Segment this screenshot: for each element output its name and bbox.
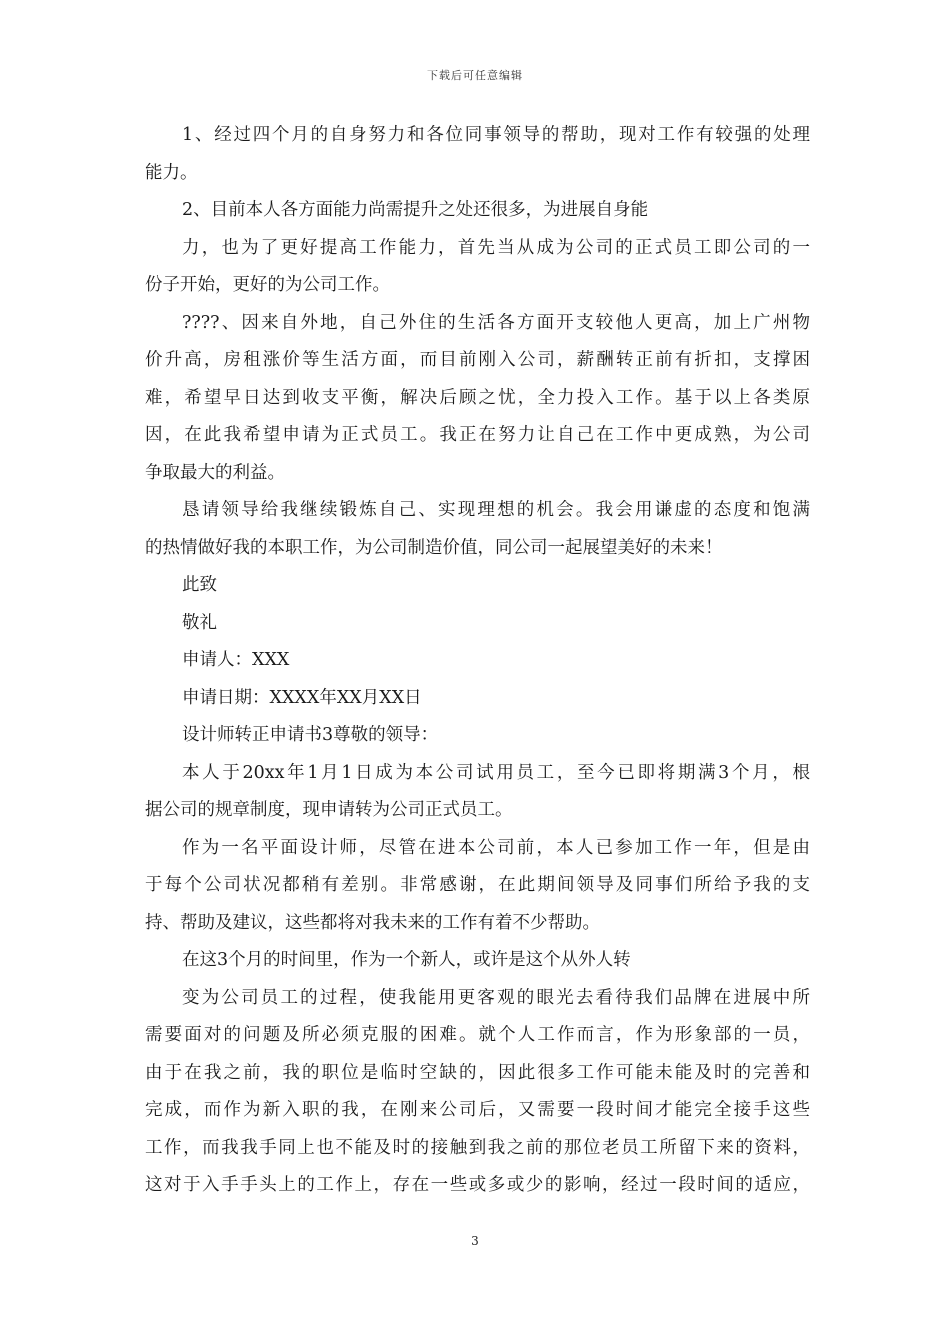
paragraph-line: 据公司的规章制度，现申请转为公司正式员工。 <box>145 800 513 820</box>
paragraph-line: 恳请领导给我继续锻炼自己、实现理想的机会。我会用谦虚的态度和饱满 <box>182 500 810 520</box>
closing-line: 此致 <box>182 575 217 595</box>
paragraph-line: 工作，而我我手同上也不能及时的接触到我之前的那位老员工所留下来的资料， <box>145 1137 810 1158</box>
paragraph-line: 作为一名平面设计师，尽管在进本公司前，本人已参加工作一年，但是由 <box>182 837 810 858</box>
paragraph-line: 需要面对的问题及所必须克服的困难。就个人工作而言，作为形象部的一员， <box>145 1025 810 1045</box>
page-header: 下载后可任意编辑 <box>427 69 523 82</box>
applicant-line: 申请人：XXX <box>182 650 290 670</box>
paragraph-line: 变为公司员工的过程，使我能用更客观的眼光去看待我们品牌在进展中所 <box>182 987 810 1008</box>
paragraph-line: 本人于20xx年1月1日成为本公司试用员工，至今已即将期满3个月，根 <box>182 762 810 783</box>
paragraph-line: ????、因来自外地，自己外住的生活各方面开支较他人更高，加上广州物 <box>182 312 810 333</box>
page-number: 3 <box>471 1234 479 1248</box>
paragraph-line: 力，也为了更好提高工作能力，首先当从成为公司的正式员工即公司的一 <box>182 237 810 258</box>
paragraph-line: 份子开始，更好的为公司工作。 <box>145 275 390 295</box>
paragraph-line: 的热情做好我的本职工作，为公司制造价值，同公司一起展望美好的未来！ <box>145 537 723 558</box>
paragraph-line: 价升高，房租涨价等生活方面，而目前刚入公司，薪酬转正前有折扣，支撑困 <box>145 350 810 370</box>
paragraph-line: 这对于入手手头上的工作上，存在一些或多或少的影响，经过一段时间的适应， <box>145 1175 810 1195</box>
paragraph-line: 争取最大的利益。 <box>145 462 285 483</box>
paragraph-line: 于每个公司状况都稍有差别。非常感谢，在此期间领导及同事们所给予我的支 <box>145 875 810 895</box>
section-heading: 设计师转正申请书3尊敬的领导： <box>182 725 439 745</box>
paragraph-line: 因，在此我希望申请为正式员工。我正在努力让自己在工作中更成熟，为公司 <box>145 425 810 445</box>
paragraph-line: 1、经过四个月的自身努力和各位同事领导的帮助，现对工作有较强的处理 <box>182 125 810 145</box>
paragraph-line: 能力。 <box>145 162 198 183</box>
paragraph-line: 完成，而作为新入职的我，在刚来公司后，又需要一段时间才能完全接手这些 <box>145 1100 810 1120</box>
paragraph-line: 由于在我之前，我的职位是临时空缺的，因此很多工作可能未能及时的完善和 <box>145 1062 810 1083</box>
application-date-line: 申请日期：XXXX年XX月XX日 <box>182 687 422 708</box>
paragraph-line: 持、帮助及建议，这些都将对我未来的工作有着不少帮助。 <box>145 912 600 933</box>
paragraph-line: 2、目前本人各方面能力尚需提升之处还很多，为进展自身能 <box>182 200 649 220</box>
paragraph-line: 难，希望早日达到收支平衡，解决后顾之忧，全力投入工作。基于以上各类原 <box>145 387 810 408</box>
document-body <box>145 117 810 1205</box>
closing-line: 敬礼 <box>182 612 217 633</box>
paragraph-line: 在这3个月的时间里，作为一个新人，或许是这个从外人转 <box>182 950 631 970</box>
